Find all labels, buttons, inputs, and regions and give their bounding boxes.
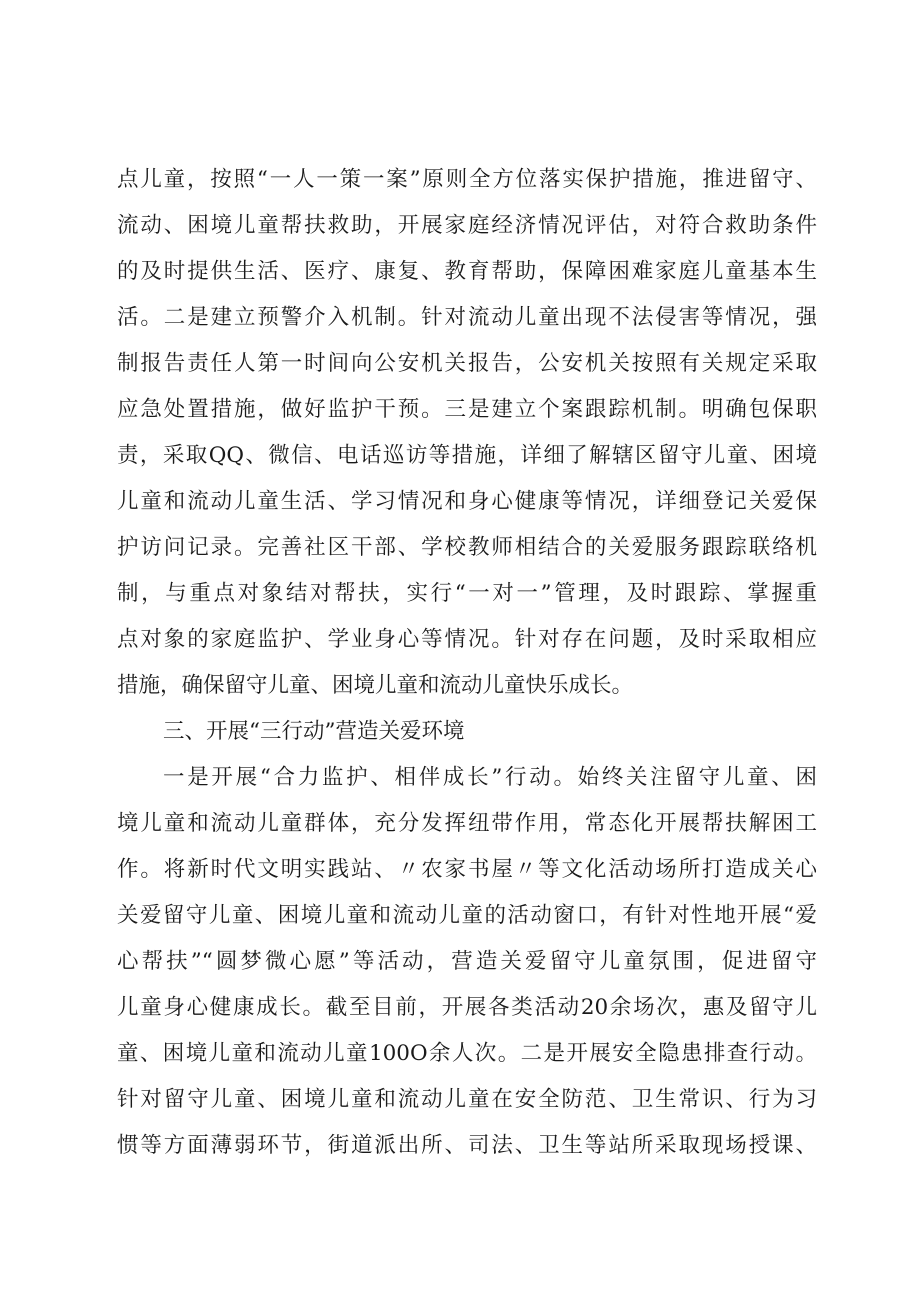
- text-line: 儿童和流动儿童生活、学习情况和身心健康等情况，详细登记关爱保: [117, 489, 817, 514]
- text-line: 流动、困境儿童帮扶救助，开展家庭经济情况评估，对符合救助条件: [117, 213, 817, 238]
- text-line: 应急处置措施，做好监护干预。三是建立个案跟踪机制。明确包保职: [117, 397, 817, 422]
- text-line: 针对留守儿童、困境儿童和流动儿童在安全防范、卫生常识、行为习: [117, 1087, 817, 1112]
- text-line: 护访问记录。完善社区干部、学校教师相结合的关爱服务跟踪联络机: [117, 535, 817, 560]
- text-line: 境儿童和流动儿童群体，充分发挥纽带作用，常态化开展帮扶解困工: [117, 811, 817, 836]
- text-line: 心帮扶”“圆梦微心愿”等活动，营造关爱留守儿童氛围，促进留守: [117, 949, 817, 974]
- text-line: 活。二是建立预警介入机制。针对流动儿童出现不法侵害等情况，强: [117, 305, 817, 330]
- text-line: 点儿童，按照“一人一策一案”原则全方位落实保护措施，推进留守、: [117, 167, 817, 192]
- text-line: 童、困境儿童和流动儿童100O余人次。二是开展安全隐患排查行动。: [117, 1041, 817, 1066]
- text-line: 制，与重点对象结对帮扶，实行“一对一”管理，及时跟踪、掌握重: [117, 581, 817, 606]
- text-line: 制报告责任人第一时间向公安机关报告，公安机关按照有关规定采取: [117, 351, 817, 376]
- section-heading: 三、开展“三行动”营造关爱环境: [163, 719, 465, 744]
- text-line: 儿童身心健康成长。截至目前，开展各类活动20余场次，惠及留守儿: [117, 995, 817, 1020]
- text-line: 措施，确保留守儿童、困境儿童和流动儿童快乐成长。: [117, 673, 634, 698]
- text-line: 惯等方面薄弱环节，街道派出所、司法、卫生等站所采取现场授课、: [117, 1133, 817, 1158]
- text-line: 作。将新时代文明实践站、〃农家书屋〃等文化活动场所打造成关心: [117, 857, 817, 882]
- paragraph-first-line: 一是开展“合力监护、相伴成长”行动。始终关注留守儿童、困: [163, 765, 817, 790]
- text-line: 的及时提供生活、医疗、康复、教育帮助，保障困难家庭儿童基本生: [117, 259, 817, 284]
- text-line: 关爱留守儿童、困境儿童和流动儿童的活动窗口，有针对性地开展“爱: [117, 903, 817, 928]
- text-line: 点对象的家庭监护、学业身心等情况。针对存在问题，及时采取相应: [117, 627, 817, 652]
- text-line: 责，采取QQ、微信、电话巡访等措施，详细了解辖区留守儿童、困境: [117, 443, 817, 468]
